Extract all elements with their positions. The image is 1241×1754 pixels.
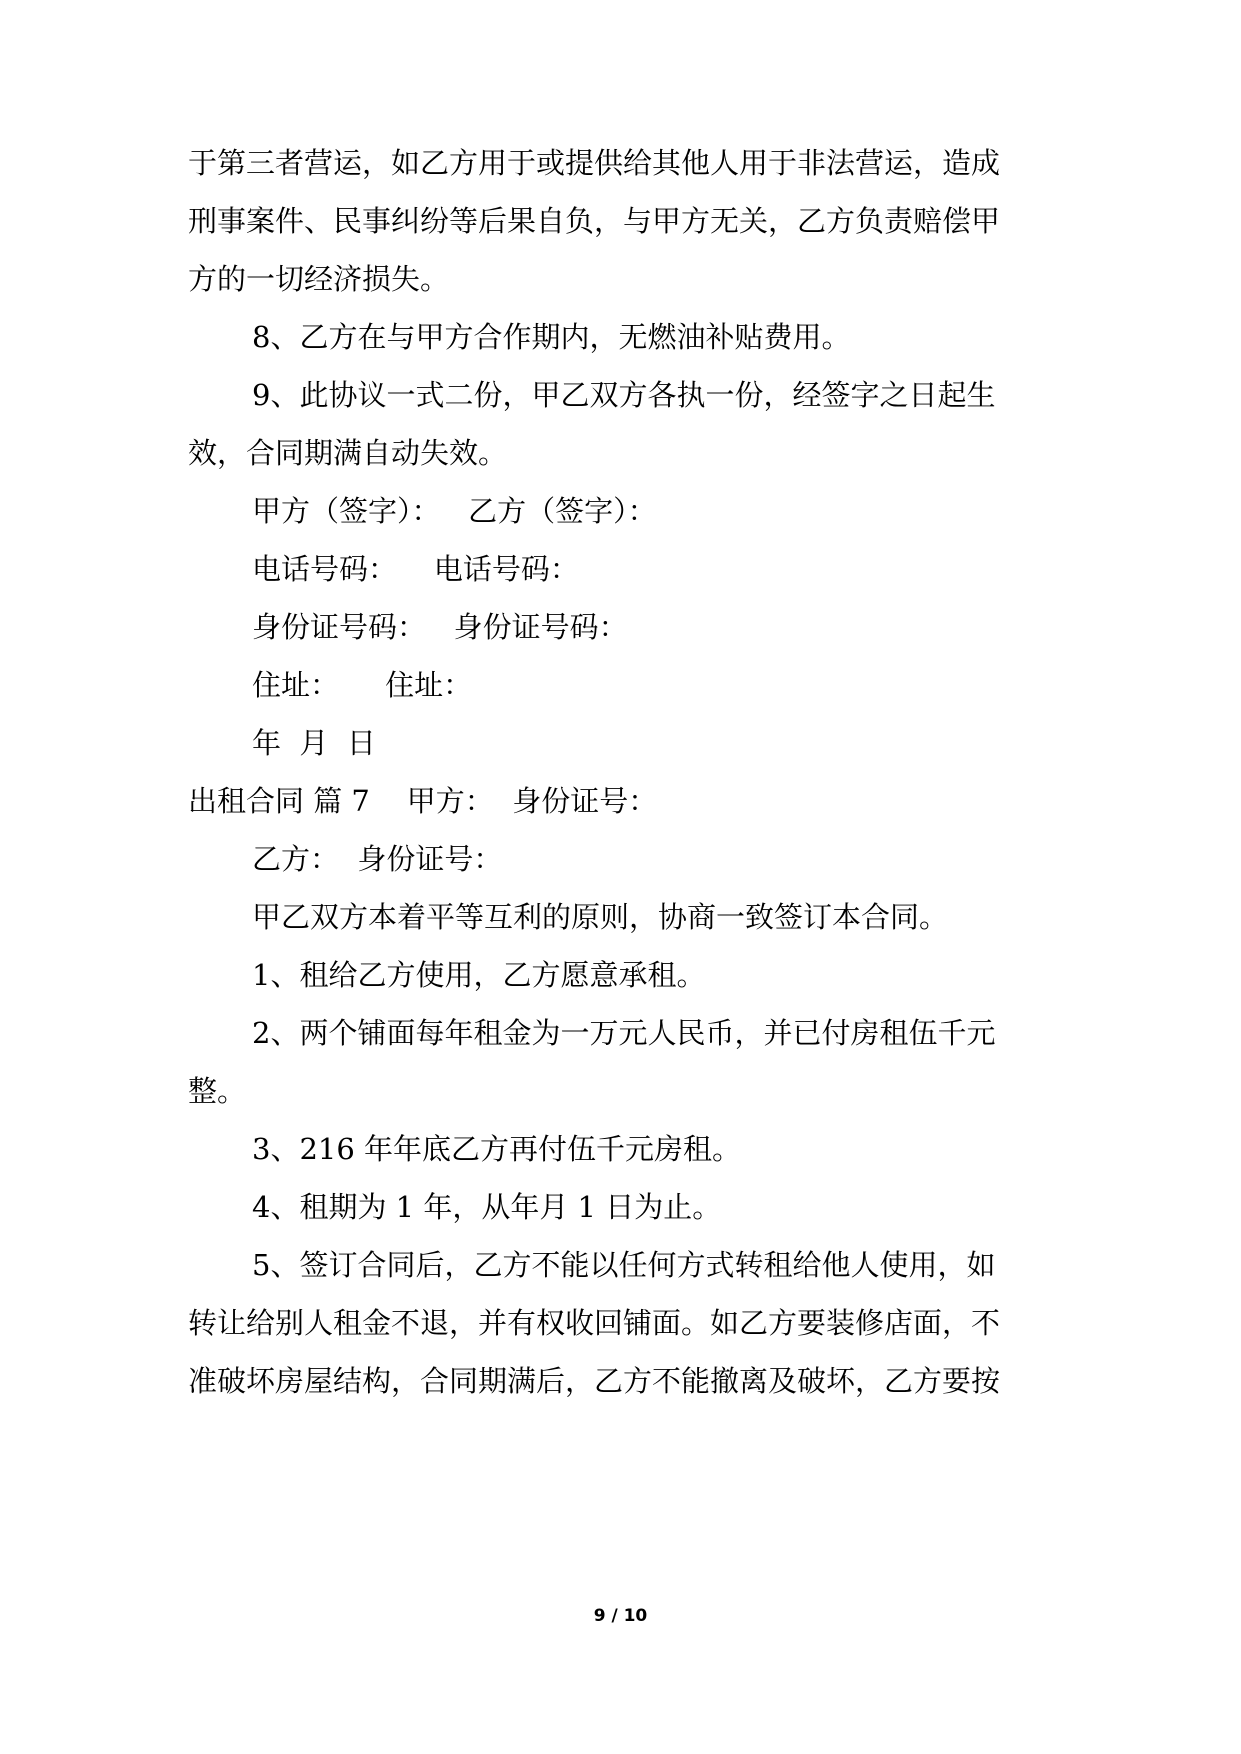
clause-8: 8、乙方在与甲方合作期内，无燃油补贴费用。 (252, 320, 851, 354)
clause-3: 3、216 年年底乙方再付伍千元房租。 (252, 1132, 742, 1166)
page-number: 9 / 10 (593, 1606, 648, 1626)
date-line: 年 月 日 (252, 726, 376, 760)
address-line: 住址： 住址： (252, 668, 473, 702)
paragraph-line: 效，合同期满自动失效。 (188, 436, 508, 470)
paragraph-line: 准破坏房屋结构，合同期满后，乙方不能撤离及破坏，乙方要按 (188, 1364, 1001, 1398)
id-number-line: 身份证号码： 身份证号码： (252, 610, 628, 644)
paragraph-line: 于第三者营运，如乙方用于或提供给其他人用于非法营运，造成 (188, 146, 1001, 180)
paragraph-line: 刑事案件、民事纠纷等后果自负，与甲方无关，乙方负责赔偿甲 (188, 204, 1001, 238)
paragraph-line: 整。 (188, 1074, 247, 1108)
paragraph-line: 转让给别人租金不退，并有权收回铺面。如乙方要装修店面，不 (188, 1306, 1001, 1340)
phone-line: 电话号码： 电话号码： (252, 552, 579, 586)
contract-heading: 出租合同 篇 7 甲方： 身份证号： (188, 784, 658, 818)
party-b-line: 乙方： 身份证号： (252, 842, 503, 876)
clause-9: 9、此协议一式二份，甲乙双方各执一份，经签字之日起生 (252, 378, 996, 412)
paragraph-line: 方的一切经济损失。 (188, 262, 450, 296)
clause-4: 4、租期为 1 年，从年月 1 日为止。 (252, 1190, 722, 1224)
clause-2: 2、两个铺面每年租金为一万元人民币，并已付房租伍千元 (252, 1016, 996, 1050)
preamble: 甲乙双方本着平等互利的原则，协商一致签订本合同。 (252, 900, 949, 934)
clause-5: 5、签订合同后，乙方不能以任何方式转租给他人使用，如 (252, 1248, 996, 1282)
signature-line: 甲方（签字）： 乙方（签字）： (252, 494, 657, 528)
clause-1: 1、租给乙方使用，乙方愿意承租。 (252, 958, 706, 992)
